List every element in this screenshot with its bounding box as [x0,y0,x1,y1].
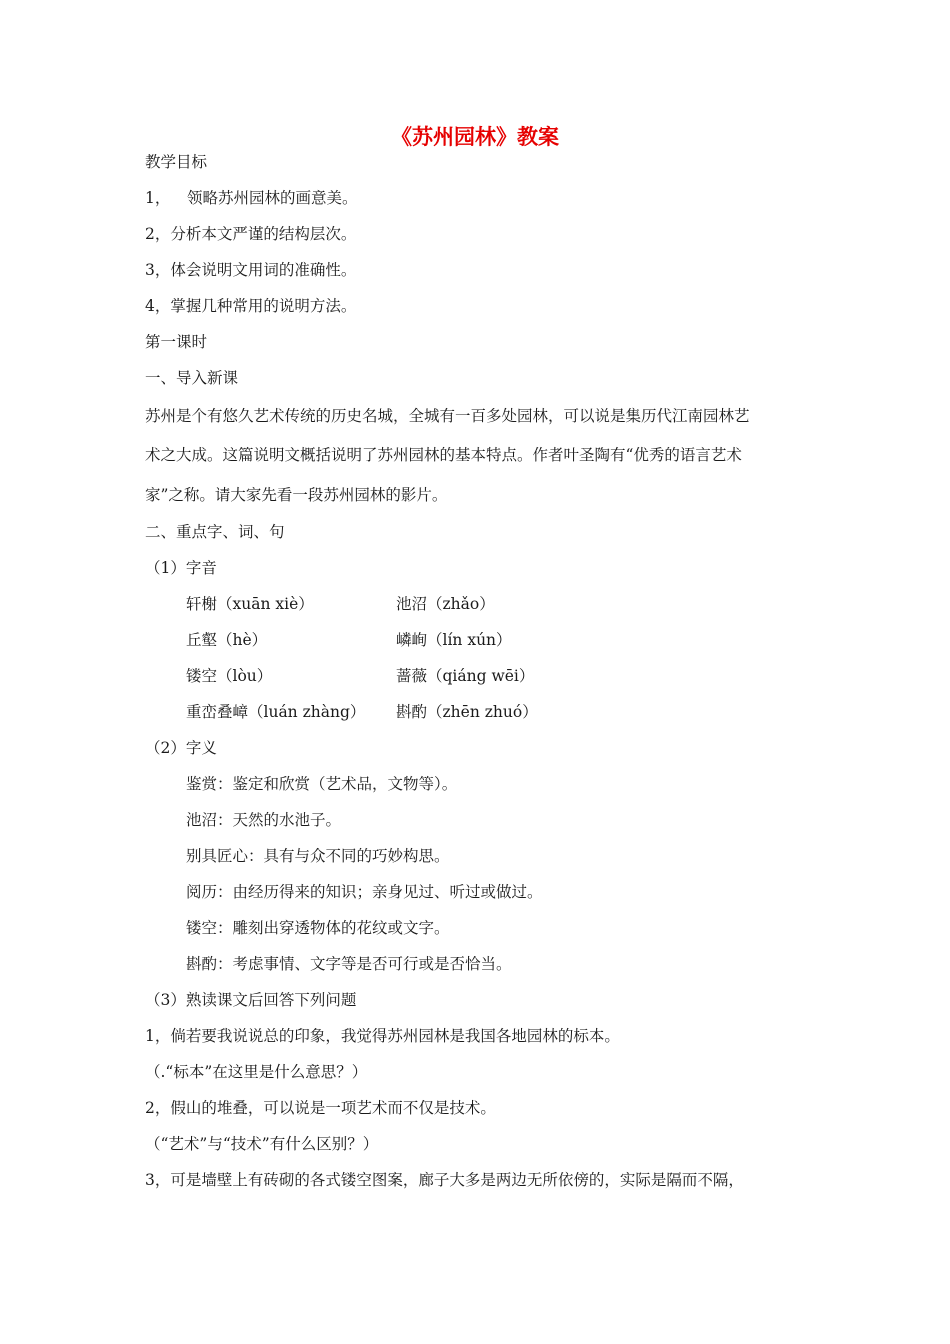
meaning-heading: （2）字义 [145,739,217,757]
intro-line: 家”之称。请大家先看一段苏州园林的影片。 [145,486,448,504]
question-note: （.“标本”在这里是什么意思？） [145,1063,368,1081]
lesson-heading: 第一课时 [145,333,208,351]
goal-item-3: 3，体会说明文用词的准确性。 [145,261,357,279]
pronunciation-item: 丘壑（hè） [186,631,268,649]
question-item: 1，倘若要我说说总的印象，我觉得苏州园林是我国各地园林的标本。 [145,1027,620,1045]
goal-item-1 [145,187,358,209]
questions-heading: （3）熟读课文后回答下列问题 [145,991,357,1009]
section-heading-keypoints: 二、重点字、词、句 [145,523,285,541]
goals-heading: 教学目标 [145,153,208,171]
pronunciation-item: 斟酌（zhēn zhuó） [396,703,538,721]
pronunciation-item: 重峦叠嶂（luán zhàng） [186,703,366,721]
question-note: （“艺术”与“技术”有什么区别？） [145,1135,379,1153]
page-title: 《苏州园林》教案 [391,125,559,149]
meaning-item: 阅历：由经历得来的知识；亲身见过、听过或做过。 [186,883,543,901]
goal-item-2: 2，分析本文严谨的结构层次。 [145,225,357,243]
goal-text: 领略苏州园林的画意美。 [187,189,358,207]
pronunciation-item: 嶙峋（lín xún） [396,631,512,649]
meaning-item: 池沼：天然的水池子。 [186,811,342,829]
meaning-item: 鉴赏：鉴定和欣赏（艺术品，文物等）。 [186,775,458,793]
question-item: 2，假山的堆叠，可以说是一项艺术而不仅是技术。 [145,1099,496,1117]
pronunciation-item: 池沼（zhǎo） [396,595,495,613]
intro-line: 苏州是个有悠久艺术传统的历史名城，全城有一百多处园林，可以说是集历代江南园林艺 [145,407,750,425]
pronunciation-item: 轩榭（xuān xiè） [186,595,314,613]
meaning-item: 镂空：雕刻出穿透物体的花纹或文字。 [186,919,450,937]
pronunciation-heading: （1）字音 [145,559,217,577]
goal-number: 1， [145,189,171,207]
goal-item-4: 4，掌握几种常用的说明方法。 [145,297,357,315]
intro-line: 术之大成。这篇说明文概括说明了苏州园林的基本特点。作者叶圣陶有“优秀的语言艺术 [145,446,742,464]
meaning-item: 斟酌：考虑事情、文字等是否可行或是否恰当。 [186,955,512,973]
question-item: 3，可是墙壁上有砖砌的各式镂空图案，廊子大多是两边无所依傍的，实际是隔而不隔， [145,1171,744,1189]
pronunciation-item: 蔷薇（qiáng wēi） [396,667,535,685]
pronunciation-item: 镂空（lòu） [186,667,273,685]
section-heading-intro: 一、导入新课 [145,369,239,387]
meaning-item: 别具匠心：具有与众不同的巧妙构思。 [186,847,450,865]
